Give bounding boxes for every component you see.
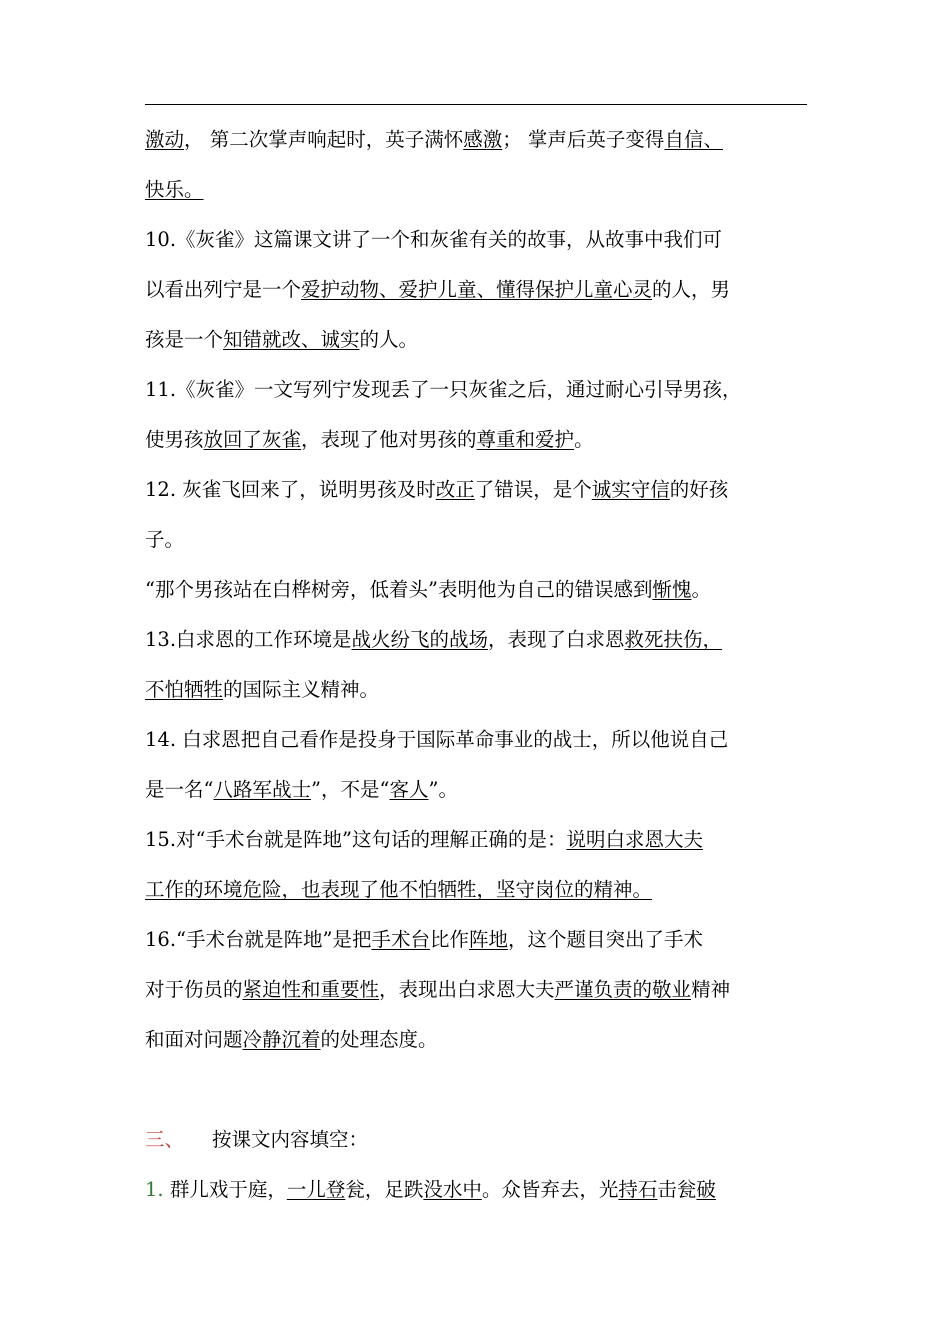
text-line	[145, 715, 810, 765]
section-gap	[145, 1065, 810, 1115]
text-line	[145, 115, 810, 165]
text-segment: 12. 灰雀飞回来了，说明男孩及时	[145, 478, 436, 501]
text-segment: 击瓮	[657, 1178, 697, 1201]
text-segment: 14. 白求恩把自己看作是投身于国际革命事业的战士，所以他说自己	[145, 728, 729, 751]
text-segment: 的处理态度。	[320, 1028, 438, 1051]
text-line	[145, 815, 810, 865]
answer-text: 阵地	[468, 928, 508, 951]
answer-text: 没水中	[423, 1178, 482, 1201]
text-segment: 。众皆弃去，光	[481, 1178, 619, 1201]
answer-text: 说明白求恩大夫	[566, 828, 703, 851]
text-line	[145, 165, 810, 215]
text-segment: 瓮，足跌	[345, 1178, 424, 1201]
text-segment: 的人。	[359, 328, 419, 351]
text-segment: 群儿戏于庭，	[169, 1178, 287, 1201]
answer-text: 放回了灰雀	[203, 428, 302, 451]
answer-text: 快乐。	[145, 178, 204, 201]
text-line	[145, 365, 810, 415]
answer-text: 尊重和爱护	[476, 428, 575, 451]
answer-text: 自信、	[664, 128, 723, 151]
answer-text: 客人	[389, 778, 429, 801]
answer-text: 手术台	[371, 928, 430, 951]
text-segment: 的国际主义精神。	[223, 678, 380, 701]
answer-lines	[145, 115, 810, 1065]
text-segment: 子。	[145, 528, 185, 551]
text-segment: ； 掌声后英子变得	[502, 128, 665, 151]
text-line	[145, 1015, 810, 1065]
text-segment: ，表现了他对男孩的	[301, 428, 477, 451]
text-segment: 。	[691, 578, 711, 601]
document-body	[145, 115, 810, 1215]
text-segment: ”，不是“	[311, 778, 390, 801]
text-segment: 使男孩	[145, 428, 204, 451]
text-segment: ，表现出白求恩大夫	[379, 978, 555, 1001]
answer-text: 激动	[145, 128, 185, 151]
text-line	[145, 565, 810, 615]
text-line	[145, 265, 810, 315]
answer-text: 持石	[618, 1178, 658, 1201]
text-segment: 对于伤员的	[145, 978, 243, 1001]
text-segment: 的人，男	[652, 278, 731, 301]
text-segment: 了错误，是个	[474, 478, 592, 501]
answer-text: 救死扶伤，	[624, 628, 723, 651]
text-segment: 11.《灰雀》一文写列宁发现丢了一只灰雀之后，通过耐心引导男孩，	[145, 378, 742, 401]
answer-text: 八路军战士	[213, 778, 311, 801]
answer-text: 紧迫性和重要性	[242, 978, 380, 1001]
text-segment: 孩是一个	[145, 328, 224, 351]
answer-text: 爱护动物、爱护儿童、懂得保护儿童心灵	[301, 278, 653, 301]
answer-text: 不怕牺牲	[145, 678, 224, 701]
section-3-heading	[145, 1115, 810, 1165]
text-segment: “那个男孩站在白桦树旁，低着头”表明他为自己的错误感到	[145, 578, 653, 601]
text-segment: 比作	[429, 928, 469, 951]
text-line	[145, 865, 810, 915]
section-3-item-1	[145, 1165, 810, 1215]
answer-text: 一儿登	[286, 1178, 346, 1201]
answer-text: 破	[696, 1178, 716, 1201]
answer-text: 惭愧	[652, 578, 692, 601]
section-3-title: 按课文内容填空：	[212, 1128, 369, 1151]
section-3-number: 三、	[145, 1128, 185, 1151]
text-segment: 16.“手术台就是阵地”是把	[145, 928, 372, 951]
text-segment: 。	[574, 428, 594, 451]
text-segment: 精神	[691, 978, 731, 1001]
answer-text: 工作的环境危险，也表现了他不怕牺牲，坚守岗位的精神。	[145, 878, 653, 901]
text-segment: ，表现了白求恩	[488, 628, 625, 651]
text-line	[145, 965, 810, 1015]
text-segment: 13.白求恩的工作环境是	[145, 628, 352, 651]
text-line	[145, 915, 810, 965]
text-segment: 以看出列宁是一个	[145, 278, 302, 301]
text-line	[145, 315, 810, 365]
text-segment: ”。	[428, 778, 458, 801]
item-1-number: 1.	[145, 1178, 164, 1201]
text-segment: 10.《灰雀》这篇课文讲了一个和灰雀有关的故事，从故事中我们可	[145, 228, 723, 251]
answer-text: 改正	[435, 478, 475, 501]
top-rule	[145, 104, 807, 105]
answer-text: 严谨负责的敬业	[554, 978, 692, 1001]
answer-text: 知错就改、诚实	[223, 328, 360, 351]
text-line	[145, 765, 810, 815]
text-segment: 的好孩	[669, 478, 729, 501]
answer-text: 诚实守信	[591, 478, 670, 501]
answer-text: 冷静沉着	[242, 1028, 321, 1051]
text-segment: ， 第二次掌声响起时，英子满怀	[184, 128, 464, 151]
answer-text: 战火纷飞的战场	[351, 628, 489, 651]
text-segment: 和面对问题	[145, 1028, 243, 1051]
text-line	[145, 615, 810, 665]
text-line	[145, 415, 810, 465]
text-segment: 是一名“	[145, 778, 214, 801]
text-segment: ，这个题目突出了手术	[508, 928, 704, 951]
text-line	[145, 215, 810, 265]
text-line	[145, 665, 810, 715]
text-line	[145, 465, 810, 515]
answer-text: 感激	[463, 128, 503, 151]
text-line	[145, 515, 810, 565]
text-segment: 15.对“手术台就是阵地”这句话的理解正确的是：	[145, 828, 567, 851]
